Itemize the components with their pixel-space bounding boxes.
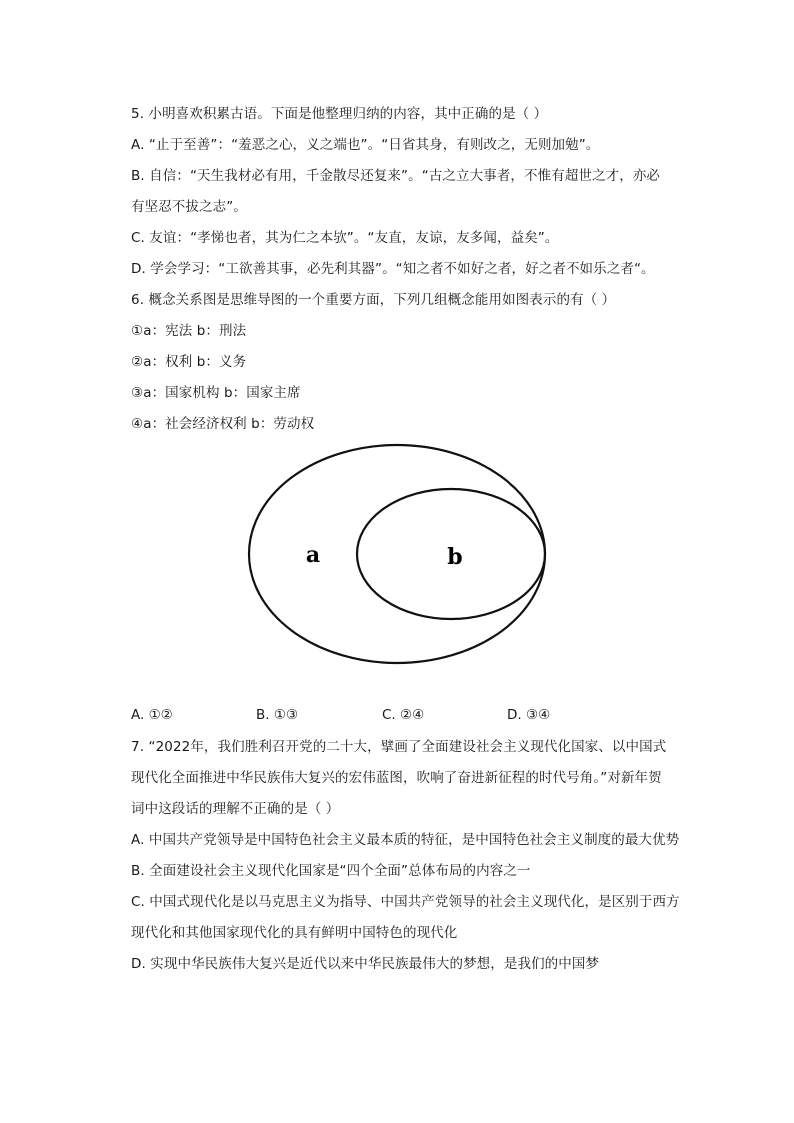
q7-option-c-line2: 现代化和其他国家现代化的具有鲜明中国特色的现代化 [131, 925, 458, 941]
q7-option-d: D. 实现中华民族伟大复兴是近代以来中华民族最伟大的梦想，是我们的中国梦 [131, 956, 600, 972]
outer-ellipse-a [249, 445, 545, 663]
q6-stem: 6. 概念关系图是思维导图的一个重要方面，下列几组概念能用如图表示的有（ ） [131, 292, 616, 308]
q5-option-a: A. “止于至善”：“羞恶之心，义之端也”。“日省其身，有则改之，无则加勉”。 [131, 137, 600, 153]
q6-option-a: A. ①② [131, 707, 173, 723]
q6-option-c: C. ②④ [382, 707, 425, 723]
q5-option-b-line1: B. 自信：“天生我材必有用，千金散尽还复来”。“古之立大事者，不惟有超世之才，亦必 [131, 168, 661, 184]
q6-item-3: ③a：国家机构 b：国家主席 [131, 385, 301, 401]
q7-option-c-line1: C. 中国式现代化是以马克思主义为指导、中国共产党领导的社会主义现代化，是区别于西方 [131, 894, 680, 910]
q7-option-a: A. 中国共产党领导是中国特色社会主义最本质的特征，是中国特色社会主义制度的最大优势 [131, 832, 680, 848]
q7-stem-line3: 词中这段话的理解不正确的是（ ） [131, 801, 340, 817]
q6-option-b: B. ①③ [256, 707, 299, 723]
q6-item-1: ①a：宪法 b：刑法 [131, 323, 247, 339]
q6-item-2: ②a：权利 b：义务 [131, 354, 247, 370]
q6-option-d: D. ③④ [507, 707, 551, 723]
q6-item-4: ④a：社会经济权利 b：劳动权 [131, 416, 315, 432]
q7-stem-line1: 7. “2022年，我们胜利召开党的二十大，擘画了全面建设社会主义现代化国家、以中国式 [131, 739, 667, 755]
label-b: b [447, 544, 463, 570]
q5-option-d: D. 学会学习：“工欲善其事，必先利其器”。“知之者不如好之者，好之者不如乐之者“。 [131, 261, 655, 277]
q5-option-c: C. 友谊：“孝悌也者，其为仁之本欤”。“友直，友谅，友多闻，益矣”。 [131, 230, 559, 246]
concept-diagram [246, 442, 550, 668]
q5-option-b-line2: 有坚忍不拔之志”。 [131, 199, 247, 215]
q5-stem: 5. 小明喜欢积累古语。下面是他整理归纳的内容，其中正确的是（ ） [131, 106, 548, 122]
label-a: a [305, 542, 321, 568]
q6-options [131, 706, 691, 724]
q7-stem-line2: 现代化全面推进中华民族伟大复兴的宏伟蓝图，吹响了奋进新征程的时代号角。”对新年贺 [131, 770, 662, 786]
q7-option-b: B. 全面建设社会主义现代化国家是“四个全面”总体布局的内容之一 [131, 863, 531, 879]
